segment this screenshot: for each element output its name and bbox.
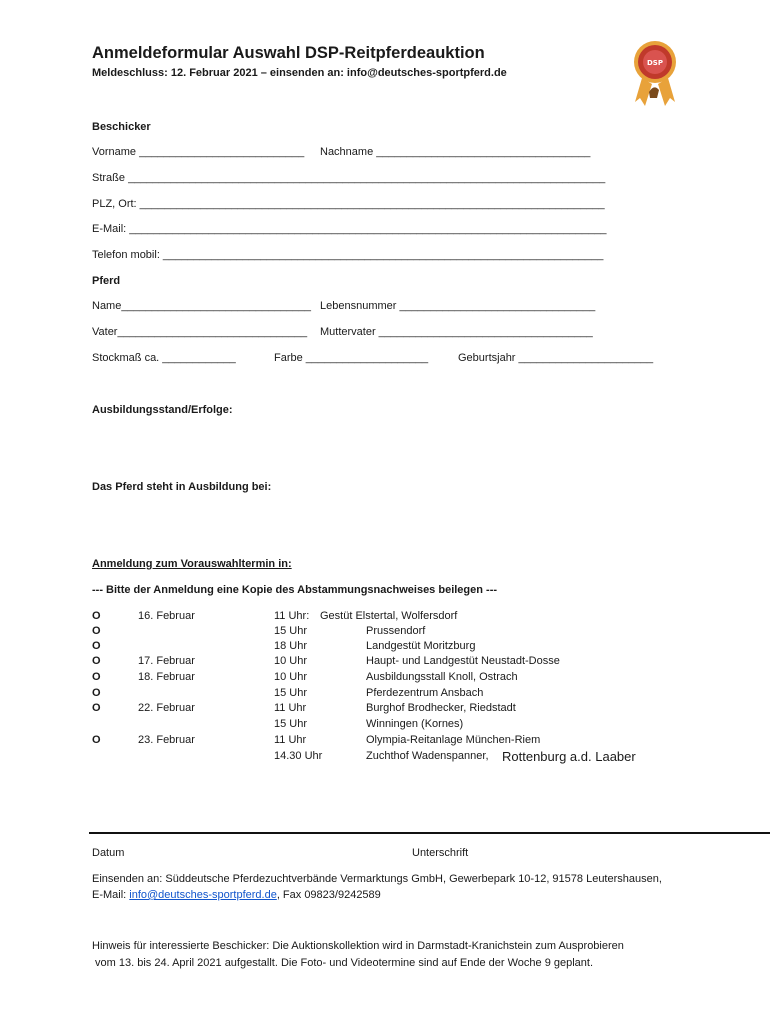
- hinweis-line-1: Hinweis für interessierte Beschicker: Die Auktionskollektion wird in Darmstadt-Kranichstein zum Ausprobieren: [92, 940, 624, 952]
- anmeldung-heading: Anmeldung zum Vorauswahltermin in:: [92, 558, 292, 570]
- section-beschicker: Beschicker: [92, 121, 151, 133]
- email-prefix: E-Mail:: [92, 889, 130, 901]
- page-title: Anmeldeformular Auswahl DSP-Reitpferdeauktion: [92, 44, 485, 62]
- datum-label: Datum: [92, 847, 125, 859]
- schedule-time: 10 Uhr: [274, 655, 308, 667]
- telefon-field[interactable]: Telefon mobil: ________________________________________________________________________: [92, 249, 604, 261]
- schedule-place: Landgestüt Moritzburg: [366, 640, 476, 652]
- nachname-field[interactable]: Nachname ___________________________________: [320, 146, 591, 158]
- schedule-date: 22. Februar: [138, 702, 195, 714]
- checkbox-mark[interactable]: O: [92, 702, 101, 714]
- farbe-field[interactable]: Farbe ____________________: [274, 352, 429, 364]
- checkbox-mark[interactable]: O: [92, 687, 101, 699]
- fax-text: , Fax 09823/9242589: [276, 889, 381, 901]
- vorname-field[interactable]: Vorname ___________________________: [92, 146, 305, 158]
- section-pferd: Pferd: [92, 275, 121, 287]
- lebensnummer-field[interactable]: Lebensnummer ________________________________: [320, 300, 596, 312]
- signature-rule: [89, 832, 770, 834]
- hinweis-line-2: vom 13. bis 24. April 2021 aufgestallt. Die Foto- und Videotermine sind auf Ende der Woche 9 geplant.: [92, 957, 594, 969]
- deadline-subtitle: Meldeschluss: 12. Februar 2021 – einsenden an: info@deutsches-sportpferd.de: [92, 67, 507, 79]
- strasse-field[interactable]: Straße ______________________________________________________________________________: [92, 172, 606, 184]
- schedule-place-extra-wrap: [502, 748, 636, 766]
- muttervater-field[interactable]: Muttervater ___________________________________: [320, 326, 593, 338]
- stockmass-field[interactable]: Stockmaß ca. ____________: [92, 352, 236, 364]
- svg-text:DSP: DSP: [647, 59, 663, 67]
- schedule-place: Winningen (Kornes): [366, 718, 464, 730]
- schedule-time: 11 Uhr: [274, 734, 307, 746]
- schedule-place: Olympia-Reitanlage München-Riem: [366, 734, 541, 746]
- schedule-time: 11 Uhr: [274, 702, 307, 714]
- schedule-time: 18 Uhr: [274, 640, 308, 652]
- schedule-place-extra: Rottenburg a.d. Laaber: [502, 749, 636, 764]
- checkbox-mark[interactable]: O: [92, 734, 101, 746]
- schedule-place: Zuchthof Wadenspanner,: [366, 750, 489, 762]
- checkbox-mark[interactable]: O: [92, 671, 101, 683]
- schedule-place: Gestüt Elstertal, Wolfersdorf: [320, 610, 458, 622]
- email-link[interactable]: info@deutsches-sportpferd.de: [129, 889, 277, 901]
- pferd-name-field[interactable]: Name_______________________________: [92, 300, 311, 312]
- schedule-date: 17. Februar: [138, 655, 195, 667]
- schedule-time: 10 Uhr: [274, 671, 308, 683]
- checkbox-mark[interactable]: O: [92, 655, 101, 667]
- schedule-date: 23. Februar: [138, 734, 195, 746]
- unterschrift-label: Unterschrift: [412, 847, 469, 859]
- schedule-time: 11 Uhr:: [274, 610, 310, 622]
- checkbox-mark[interactable]: O: [92, 610, 101, 622]
- email-field[interactable]: E-Mail: ______________________________________________________________________________: [92, 223, 607, 235]
- abstammung-hint: --- Bitte der Anmeldung eine Kopie des Abstammungsnachweises beilegen ---: [92, 584, 498, 596]
- schedule-time: 15 Uhr: [274, 718, 308, 730]
- plz-ort-field[interactable]: PLZ, Ort: ____________________________________________________________________________: [92, 198, 605, 210]
- ausbildungsstand-label: Ausbildungsstand/Erfolge:: [92, 404, 233, 416]
- checkbox-mark[interactable]: O: [92, 640, 101, 652]
- einsenden-address: Einsenden an: Süddeutsche Pferdezuchtverbände Vermarktungs GmbH, Gewerbepark 10-12, 91578 Leutershausen,: [92, 873, 662, 885]
- geburtsjahr-field[interactable]: Geburtsjahr ______________________: [458, 352, 654, 364]
- schedule-date: 18. Februar: [138, 671, 195, 683]
- schedule-place: Prussendorf: [366, 625, 426, 637]
- schedule-time: 14.30 Uhr: [274, 750, 323, 762]
- vater-field[interactable]: Vater_______________________________: [92, 326, 308, 338]
- schedule-place: Pferdezentrum Ansbach: [366, 687, 484, 699]
- footer-contact: [92, 889, 381, 901]
- ausbildung-bei-label: Das Pferd steht in Ausbildung bei:: [92, 481, 272, 493]
- checkbox-mark[interactable]: O: [92, 625, 101, 637]
- schedule-date: 16. Februar: [138, 610, 195, 622]
- schedule-place: Ausbildungsstall Knoll, Ostrach: [366, 671, 518, 683]
- schedule-place: Haupt- und Landgestüt Neustadt-Dosse: [366, 655, 560, 667]
- schedule-time: 15 Uhr: [274, 625, 308, 637]
- schedule-time: 15 Uhr: [274, 687, 308, 699]
- schedule-place: Burghof Brodhecker, Riedstadt: [366, 702, 516, 714]
- dsp-logo-rosette-icon: [632, 40, 678, 108]
